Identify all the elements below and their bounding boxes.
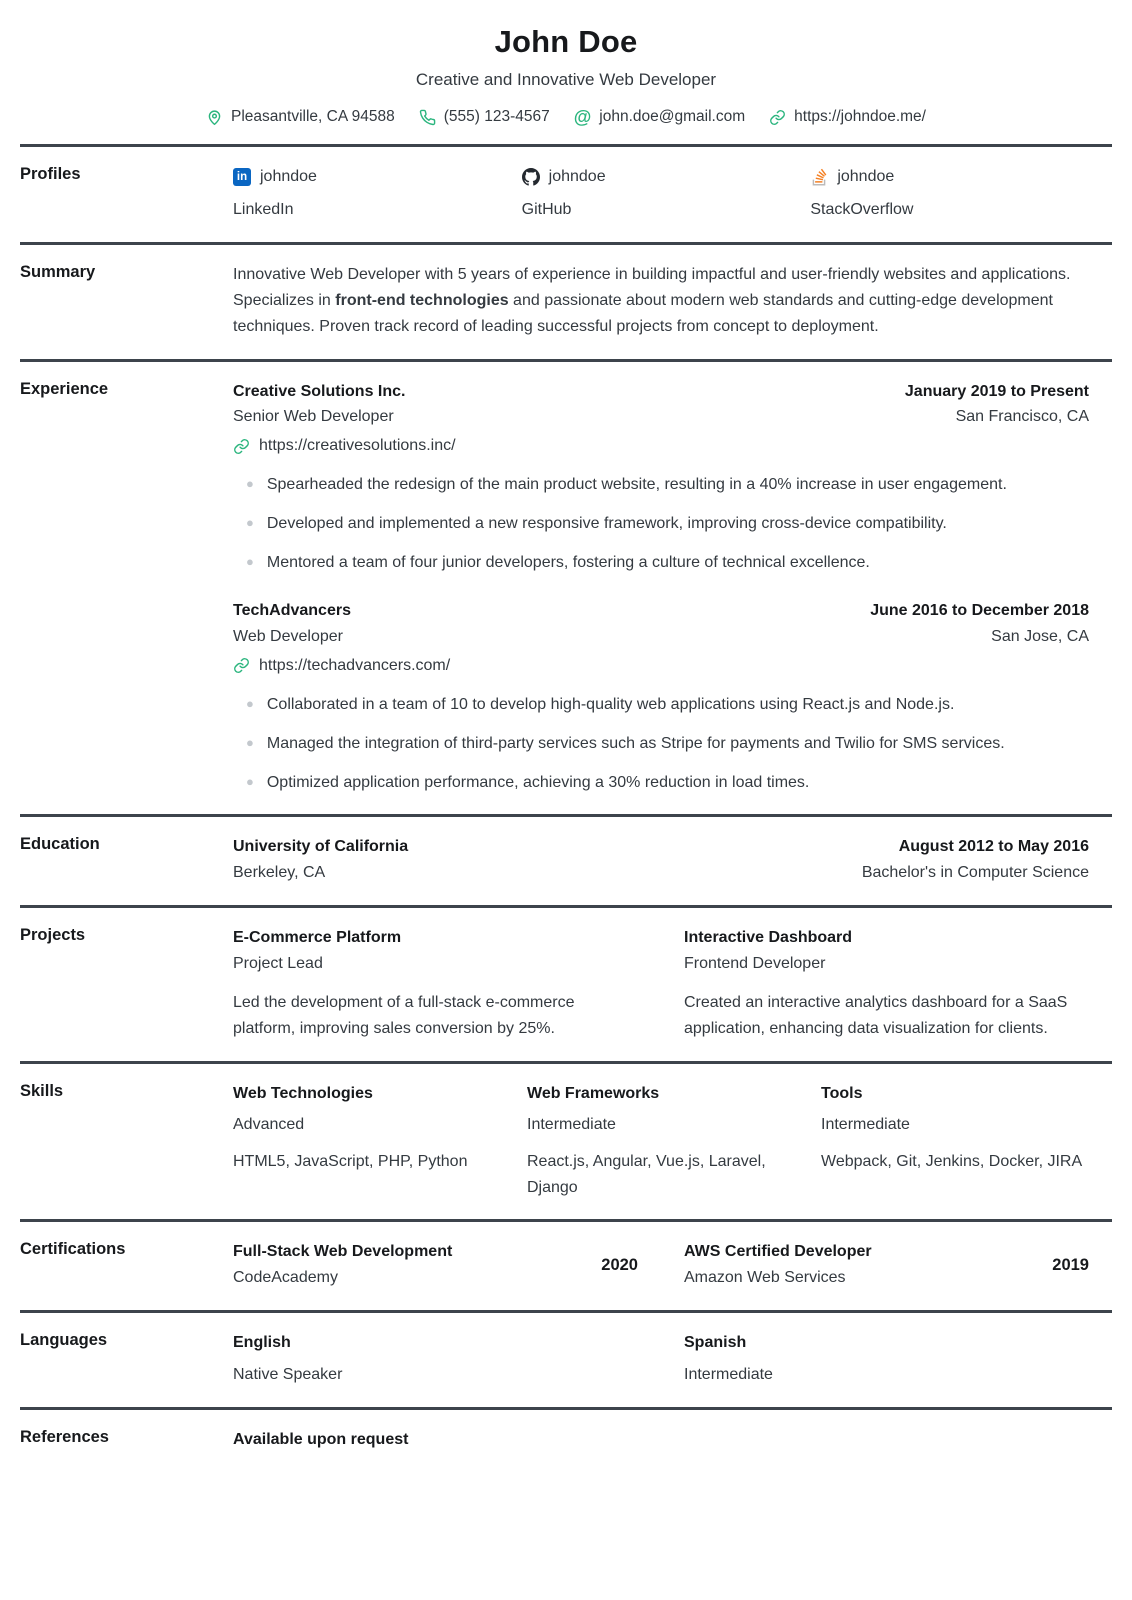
candidate-headline: Creative and Innovative Web Developer bbox=[415, 70, 717, 89]
language-name: English bbox=[233, 1334, 291, 1352]
company-url[interactable] bbox=[233, 433, 1089, 459]
summary-highlight: front-end technologies bbox=[335, 291, 509, 309]
section-education bbox=[20, 814, 1112, 905]
github-icon bbox=[522, 168, 540, 186]
skill-level: Intermediate bbox=[527, 1115, 616, 1133]
section-languages bbox=[20, 1310, 1112, 1407]
bullet-dot-icon: ● bbox=[246, 554, 254, 570]
certification-issuer: CodeAcademy bbox=[233, 1269, 338, 1287]
languages-label: Languages bbox=[20, 1331, 108, 1350]
company-url-text: https://techadvancers.com/ bbox=[259, 656, 451, 674]
education-label: Education bbox=[20, 835, 100, 854]
company-name: TechAdvancers bbox=[233, 601, 351, 619]
experience-entry bbox=[233, 379, 1089, 576]
certification-year: 2020 bbox=[601, 1256, 638, 1275]
employment-dates: January 2019 to Present bbox=[904, 382, 1089, 400]
language-level: Native Speaker bbox=[233, 1366, 343, 1384]
summary-label: Summary bbox=[20, 262, 96, 281]
email-at-icon: @ bbox=[573, 107, 592, 127]
language-level: Intermediate bbox=[684, 1366, 773, 1384]
job-title: Senior Web Developer bbox=[233, 408, 394, 426]
stackoverflow-icon bbox=[810, 168, 828, 186]
project-name: E-Commerce Platform bbox=[233, 929, 402, 947]
experience-bullet bbox=[233, 770, 1089, 796]
experience-label: Experience bbox=[20, 379, 109, 398]
profile-linkedin[interactable] bbox=[233, 164, 512, 223]
skill-item bbox=[821, 1081, 1089, 1201]
bullet-dot-icon: ● bbox=[246, 734, 254, 750]
bullet-text: Collaborated in a team of 10 to develop high-quality web applications using React.js and Node.js. bbox=[266, 695, 955, 713]
contact-email[interactable] bbox=[574, 108, 745, 126]
section-profiles bbox=[20, 144, 1112, 242]
phone-icon bbox=[419, 109, 436, 126]
skill-name: Tools bbox=[821, 1084, 863, 1102]
profile-username: johndoe bbox=[837, 168, 895, 185]
bullet-dot-icon: ● bbox=[246, 773, 254, 789]
profile-network: LinkedIn bbox=[233, 200, 294, 218]
certification-issuer: Amazon Web Services bbox=[684, 1269, 846, 1287]
experience-entry bbox=[233, 598, 1089, 795]
summary-text-before: Innovative Web Developer with 5 years of experience in building impactful and user-friendly websites and applications. Specializes in bbox=[233, 265, 1071, 309]
contact-website-text: https://johndoe.me/ bbox=[794, 108, 926, 125]
contact-phone-text: (555) 123-4567 bbox=[443, 108, 550, 125]
education-dates: August 2012 to May 2016 bbox=[898, 838, 1089, 856]
location-pin-icon bbox=[206, 109, 223, 126]
job-location: San Francisco, CA bbox=[955, 408, 1089, 426]
references-note: Available upon request bbox=[233, 1431, 409, 1449]
school-location: Berkeley, CA bbox=[233, 864, 326, 882]
language-item bbox=[233, 1330, 638, 1388]
bullet-text: Mentored a team of four junior developers, fostering a culture of technical excellence. bbox=[266, 554, 870, 572]
profile-stackoverflow[interactable] bbox=[810, 164, 1089, 223]
skill-name: Web Technologies bbox=[233, 1084, 373, 1102]
language-name: Spanish bbox=[684, 1334, 747, 1352]
section-skills bbox=[20, 1061, 1112, 1220]
section-certifications bbox=[20, 1219, 1112, 1310]
company-url[interactable] bbox=[233, 653, 1089, 679]
certification-name: AWS Certified Developer bbox=[684, 1243, 872, 1261]
bullet-dot-icon: ● bbox=[246, 515, 254, 531]
bullet-text: Spearheaded the redesign of the main product website, resulting in a 40% increase in user engagement. bbox=[266, 476, 1007, 494]
project-name: Interactive Dashboard bbox=[684, 929, 853, 947]
contact-phone[interactable] bbox=[419, 108, 550, 126]
school-name: University of California bbox=[233, 838, 409, 856]
skill-keywords: HTML5, JavaScript, PHP, Python bbox=[233, 1152, 468, 1170]
company-url-text: https://creativesolutions.inc/ bbox=[259, 437, 456, 455]
project-description: Created an interactive analytics dashboard for a SaaS application, enhancing data visualization for clients. bbox=[684, 994, 1068, 1037]
contact-row bbox=[20, 108, 1112, 126]
profile-github[interactable] bbox=[522, 164, 801, 223]
skill-keywords: Webpack, Git, Jenkins, Docker, JIRA bbox=[821, 1152, 1083, 1170]
skill-level: Intermediate bbox=[821, 1115, 910, 1133]
bullet-text: Optimized application performance, achieving a 30% reduction in load times. bbox=[266, 773, 810, 791]
bullet-dot-icon: ● bbox=[246, 695, 254, 711]
skill-level: Advanced bbox=[233, 1115, 305, 1133]
skill-name: Web Frameworks bbox=[527, 1084, 660, 1102]
project-role: Frontend Developer bbox=[684, 955, 826, 973]
certification-item bbox=[233, 1239, 638, 1291]
profiles-label: Profiles bbox=[20, 165, 81, 183]
summary-text-after: and passionate about modern web standards and cutting-edge development techniques. Proven track record of leading successful projects from concept to deployment. bbox=[233, 291, 1053, 335]
experience-bullet bbox=[233, 472, 1089, 498]
bullet-text: Developed and implemented a new responsive framework, improving cross-device compatibility. bbox=[266, 515, 947, 533]
section-projects bbox=[20, 905, 1112, 1061]
section-experience bbox=[20, 359, 1112, 815]
experience-bullet bbox=[233, 550, 1089, 576]
language-item bbox=[684, 1330, 1089, 1388]
projects-label: Projects bbox=[20, 926, 86, 945]
skill-item bbox=[233, 1081, 501, 1201]
employment-dates: June 2016 to December 2018 bbox=[870, 601, 1089, 619]
project-description: Led the development of a full-stack e-commerce platform, improving sales conversion by 25%. bbox=[233, 994, 575, 1037]
project-role: Project Lead bbox=[233, 955, 323, 973]
link-icon bbox=[769, 109, 786, 126]
contact-email-text: john.doe@gmail.com bbox=[599, 108, 746, 125]
profile-username: johndoe bbox=[548, 168, 606, 185]
job-title: Web Developer bbox=[233, 627, 343, 645]
candidate-name: John Doe bbox=[494, 24, 638, 59]
profile-network: GitHub bbox=[521, 200, 572, 218]
references-label: References bbox=[20, 1428, 109, 1447]
contact-location-text: Pleasantville, CA 94588 bbox=[231, 108, 395, 125]
section-summary bbox=[20, 242, 1112, 359]
project-item bbox=[233, 925, 638, 1042]
certification-name: Full-Stack Web Development bbox=[233, 1243, 453, 1261]
skill-keywords: React.js, Angular, Vue.js, Laravel, Django bbox=[527, 1152, 766, 1196]
company-name: Creative Solutions Inc. bbox=[233, 382, 406, 400]
summary-text bbox=[233, 262, 1112, 340]
project-item bbox=[684, 925, 1089, 1042]
profile-network: StackOverflow bbox=[810, 200, 914, 218]
experience-bullet bbox=[233, 731, 1089, 757]
skills-label: Skills bbox=[20, 1081, 64, 1100]
link-icon bbox=[233, 438, 250, 455]
experience-bullet bbox=[233, 692, 1089, 718]
section-references bbox=[20, 1407, 1112, 1472]
contact-location bbox=[206, 108, 395, 126]
certification-item bbox=[684, 1239, 1089, 1291]
bullet-text: Managed the integration of third-party services such as Stripe for payments and Twilio for SMS services. bbox=[266, 734, 1005, 752]
linkedin-icon: in bbox=[233, 168, 251, 186]
contact-website[interactable] bbox=[769, 108, 926, 126]
certifications-label: Certifications bbox=[20, 1240, 126, 1259]
skill-item bbox=[527, 1081, 795, 1201]
profile-username: johndoe bbox=[260, 168, 317, 185]
link-icon bbox=[233, 657, 250, 674]
degree: Bachelor's in Computer Science bbox=[861, 864, 1089, 882]
job-location: San Jose, CA bbox=[991, 627, 1089, 645]
experience-bullet bbox=[233, 511, 1089, 537]
bullet-dot-icon: ● bbox=[246, 476, 254, 492]
resume-header bbox=[20, 20, 1112, 144]
certification-year: 2019 bbox=[1052, 1256, 1089, 1275]
